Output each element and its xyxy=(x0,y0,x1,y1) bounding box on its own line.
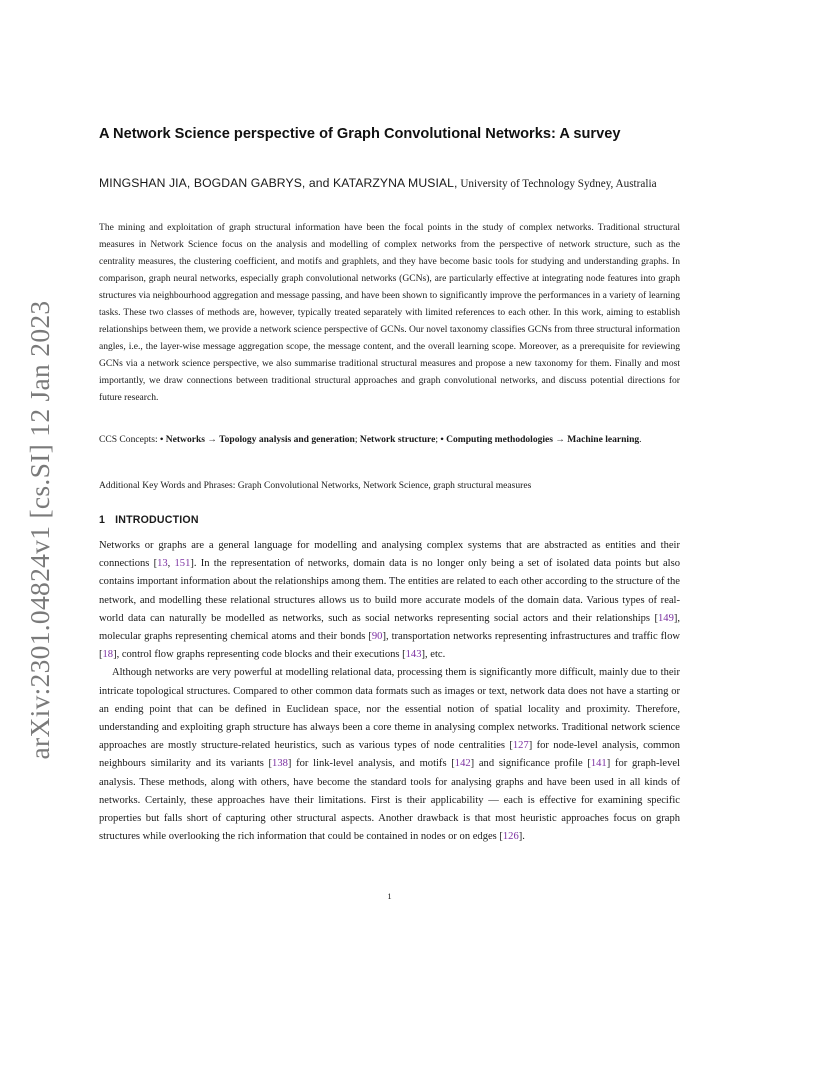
author-block xyxy=(99,173,680,195)
text-run: ], transportation networks representing infrastructures and traffic flow [ xyxy=(99,631,680,661)
page-number: 1 xyxy=(387,891,392,901)
citation-link[interactable]: 127 xyxy=(512,740,529,752)
ccs-concept: Computing methodologies → Machine learning xyxy=(446,434,640,445)
citation-link[interactable]: 142 xyxy=(454,758,471,770)
citation-link[interactable]: 13 xyxy=(157,558,168,570)
text-run: ], etc. xyxy=(421,649,446,661)
arxiv-identifier: arXiv:2301.04824v1 [cs.SI] 12 Jan 2023 xyxy=(24,300,55,760)
citation-link[interactable]: 149 xyxy=(658,612,674,624)
text-run: ]. xyxy=(518,831,525,843)
text-run: ], control flow graphs representing code blocks and their executions [ xyxy=(113,649,406,661)
ccs-concepts xyxy=(99,431,680,449)
citation-link[interactable]: 151 xyxy=(174,558,191,570)
text-run: ], molecular graphs representing chemical atoms and their bonds [ xyxy=(99,612,680,643)
text-run: ]. In the representation of networks, domain data is no longer only being a set of isolated data points but also contains important information about the relationships among them. The entities are related to each other according to the structure of the network, and modelling these relational structures allows us to build more accurate models of the domain data. Various types of real-world data can naturally be modelled as networks, such as social networks representing social actors and their relationships [ xyxy=(99,558,680,624)
text-run: Networks or graphs are a general language for modelling and analysing complex systems that are abstracted as entities and their connections [ xyxy=(99,540,680,570)
ccs-label: CCS Concepts: xyxy=(99,434,161,445)
text-run: ] and significance profile [ xyxy=(470,758,591,770)
abstract: The mining and exploitation of graph structural information have been the focal points in the study of complex networks. Traditional structural measures in Network Science focus on the analysis and modelling of complex networks from the perspective of network structure, such as the centrality measures, the clustering coefficient, and motifs and graphlets, and they have become basic tools for studying and understanding graphs. In comparison, graph neural networks, especially graph convolutional networks (GCNs), are particularly effective at integrating node features into graph structures via neighbourhood aggregation and message passing, and have been shown to significantly improve the performances in a variety of learning tasks. These two classes of methods are, however, typically treated separately with limited references to each other. In this work, aiming to establish relationships between them, we provide a network science perspective of GCNs. Our novel taxonomy classifies GCNs from three structural information angles, i.e., the layer-wise message aggregation scope, the message content, and the overall learning scope. Moreover, as a prerequisite for reviewing GCNs via a network science perspective, we also summarise traditional structural measures and propose a new taxonomy for them. Finally and most importantly, we draw connections between traditional structural approaches and graph convolutional networks, and discuss potential directions for future research. xyxy=(99,222,680,404)
section-number: 1 xyxy=(99,514,106,526)
citation-link[interactable]: 126 xyxy=(502,831,519,843)
arxiv-sidebar xyxy=(22,300,58,760)
citation-link[interactable]: 90 xyxy=(371,631,383,643)
text-run: ] for link-level analysis, and motifs [ xyxy=(287,758,455,770)
citation-link[interactable]: 18 xyxy=(102,649,114,661)
ccs-bullet: • xyxy=(160,434,166,445)
text-run: , xyxy=(167,558,175,570)
introduction-body xyxy=(99,537,680,846)
author-names: MINGSHAN JIA, BOGDAN GABRYS, and KATARZYNA MUSIAL, xyxy=(99,176,458,190)
ccs-concept: Network structure xyxy=(359,434,436,445)
text-run: ] for graph-level analysis. These methods, along with others, have become the standard tools for analysing graphs and have been used in all kinds of networks. Certainly, these approaches have their limitations. First is their applicability — each is effective for examining specific properties but falls short of capturing other structural aspects. Another drawback is that most heuristic approaches focus on graph structures while overlooking the rich information that could be contained in nodes or on edges [ xyxy=(99,758,680,843)
section-heading xyxy=(99,514,199,526)
section-title: INTRODUCTION xyxy=(115,514,199,526)
ccs-end: . xyxy=(639,434,642,445)
ccs-separator: ; xyxy=(435,434,441,445)
paper-title: A Network Science perspective of Graph Convolutional Networks: A survey xyxy=(99,126,621,142)
text-run: Although networks are very powerful at modelling relational data, processing them is significantly more difficult, mainly due to their intricate topological structures. Compared to other common data formats such as images or text, network data does not have a starting or an ending point that can be defined in Euclidean space, nor the essential notion of spatial locality and proximity. Therefore, understanding and exploiting graph structure has always been a core theme in analysing complex networks. Traditional network science approaches are mostly structure-related heuristics, such as various types of node centralities [ xyxy=(99,667,680,752)
author-affiliation: University of Technology Sydney, Australia xyxy=(460,178,657,190)
citation-link[interactable]: 138 xyxy=(272,758,288,770)
additional-keywords: Additional Key Words and Phrases: Graph Convolutional Networks, Network Science, graph structural measures xyxy=(99,480,532,491)
ccs-separator: ; xyxy=(354,434,360,445)
citation-link[interactable]: 143 xyxy=(405,649,422,661)
ccs-concept: Networks → Topology analysis and generation xyxy=(165,434,355,445)
citation-link[interactable]: 141 xyxy=(590,758,607,770)
paragraph xyxy=(99,664,680,846)
paragraph xyxy=(99,537,680,664)
ccs-bullet: • xyxy=(440,434,447,445)
text-run: ] for node-level analysis, common neighbours similarity and its variants [ xyxy=(99,740,680,770)
